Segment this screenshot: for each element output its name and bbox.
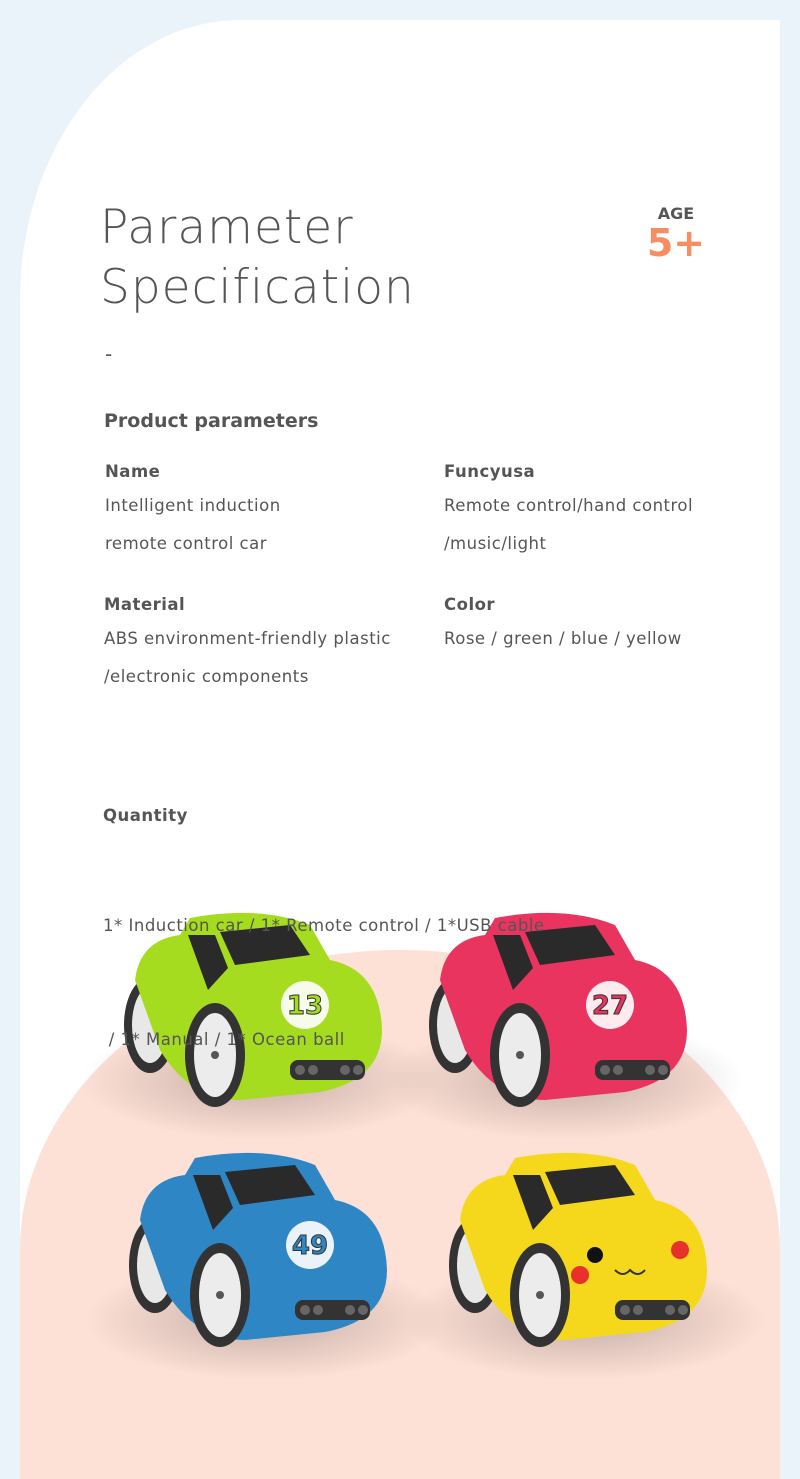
param-function [444,457,693,563]
sensor-light [313,1305,323,1315]
param-key: Material [104,595,186,614]
page-title [100,198,415,318]
sensor-light [600,1065,610,1075]
title-divider: - [105,342,113,366]
spec-card [20,20,780,1479]
sensor-light [358,1305,368,1315]
car-number: 27 [591,991,629,1021]
param-key: Color [444,595,496,614]
sensor-light [658,1065,668,1075]
param-name [105,457,281,563]
sensor-light [645,1065,655,1075]
param-key: Name [105,462,161,481]
section-title: Product parameters [104,410,319,432]
param-value-line: 1* Induction car / 1* Remote control / 1*USB cable [103,916,545,935]
param-key: Quantity [103,806,188,825]
param-value-line: Intelligent induction [105,496,281,515]
face-cheek [571,1266,589,1284]
param-value-line: /music/light [444,534,547,553]
sensor-light [613,1065,623,1075]
age-label: AGE [657,204,695,223]
param-value-line: remote control car [105,534,268,553]
face-cheek [671,1241,689,1259]
wheel-hub [216,1291,224,1299]
car-number: 13 [286,991,324,1021]
car-blue [85,1153,445,1380]
sensor-light [678,1305,688,1315]
param-quantity [103,725,545,1135]
wheel-hub [536,1291,544,1299]
title-line-1: Parameter [100,200,354,255]
title-line-2: Specification [100,260,415,315]
param-value-line: /electronic components [104,667,309,686]
face-eye [587,1247,603,1263]
sensor-light [633,1305,643,1315]
param-value-line: Remote control/hand control [444,496,694,515]
sensor-light [345,1305,355,1315]
age-value: 5+ [646,221,706,265]
sensor-light [300,1305,310,1315]
param-material [104,590,391,696]
age-badge [640,204,712,263]
param-color [444,590,682,658]
sensor-light [620,1305,630,1315]
sensor-light [665,1305,675,1315]
param-value-line: / 1* Manual / 1* Ocean ball [103,1030,345,1049]
car-number: 49 [291,1231,329,1261]
param-value-line: ABS environment-friendly plastic [104,629,391,648]
param-key: Funcyusa [444,462,536,481]
param-value-line: Rose / green / blue / yellow [444,629,682,648]
car-yellow [405,1153,765,1380]
